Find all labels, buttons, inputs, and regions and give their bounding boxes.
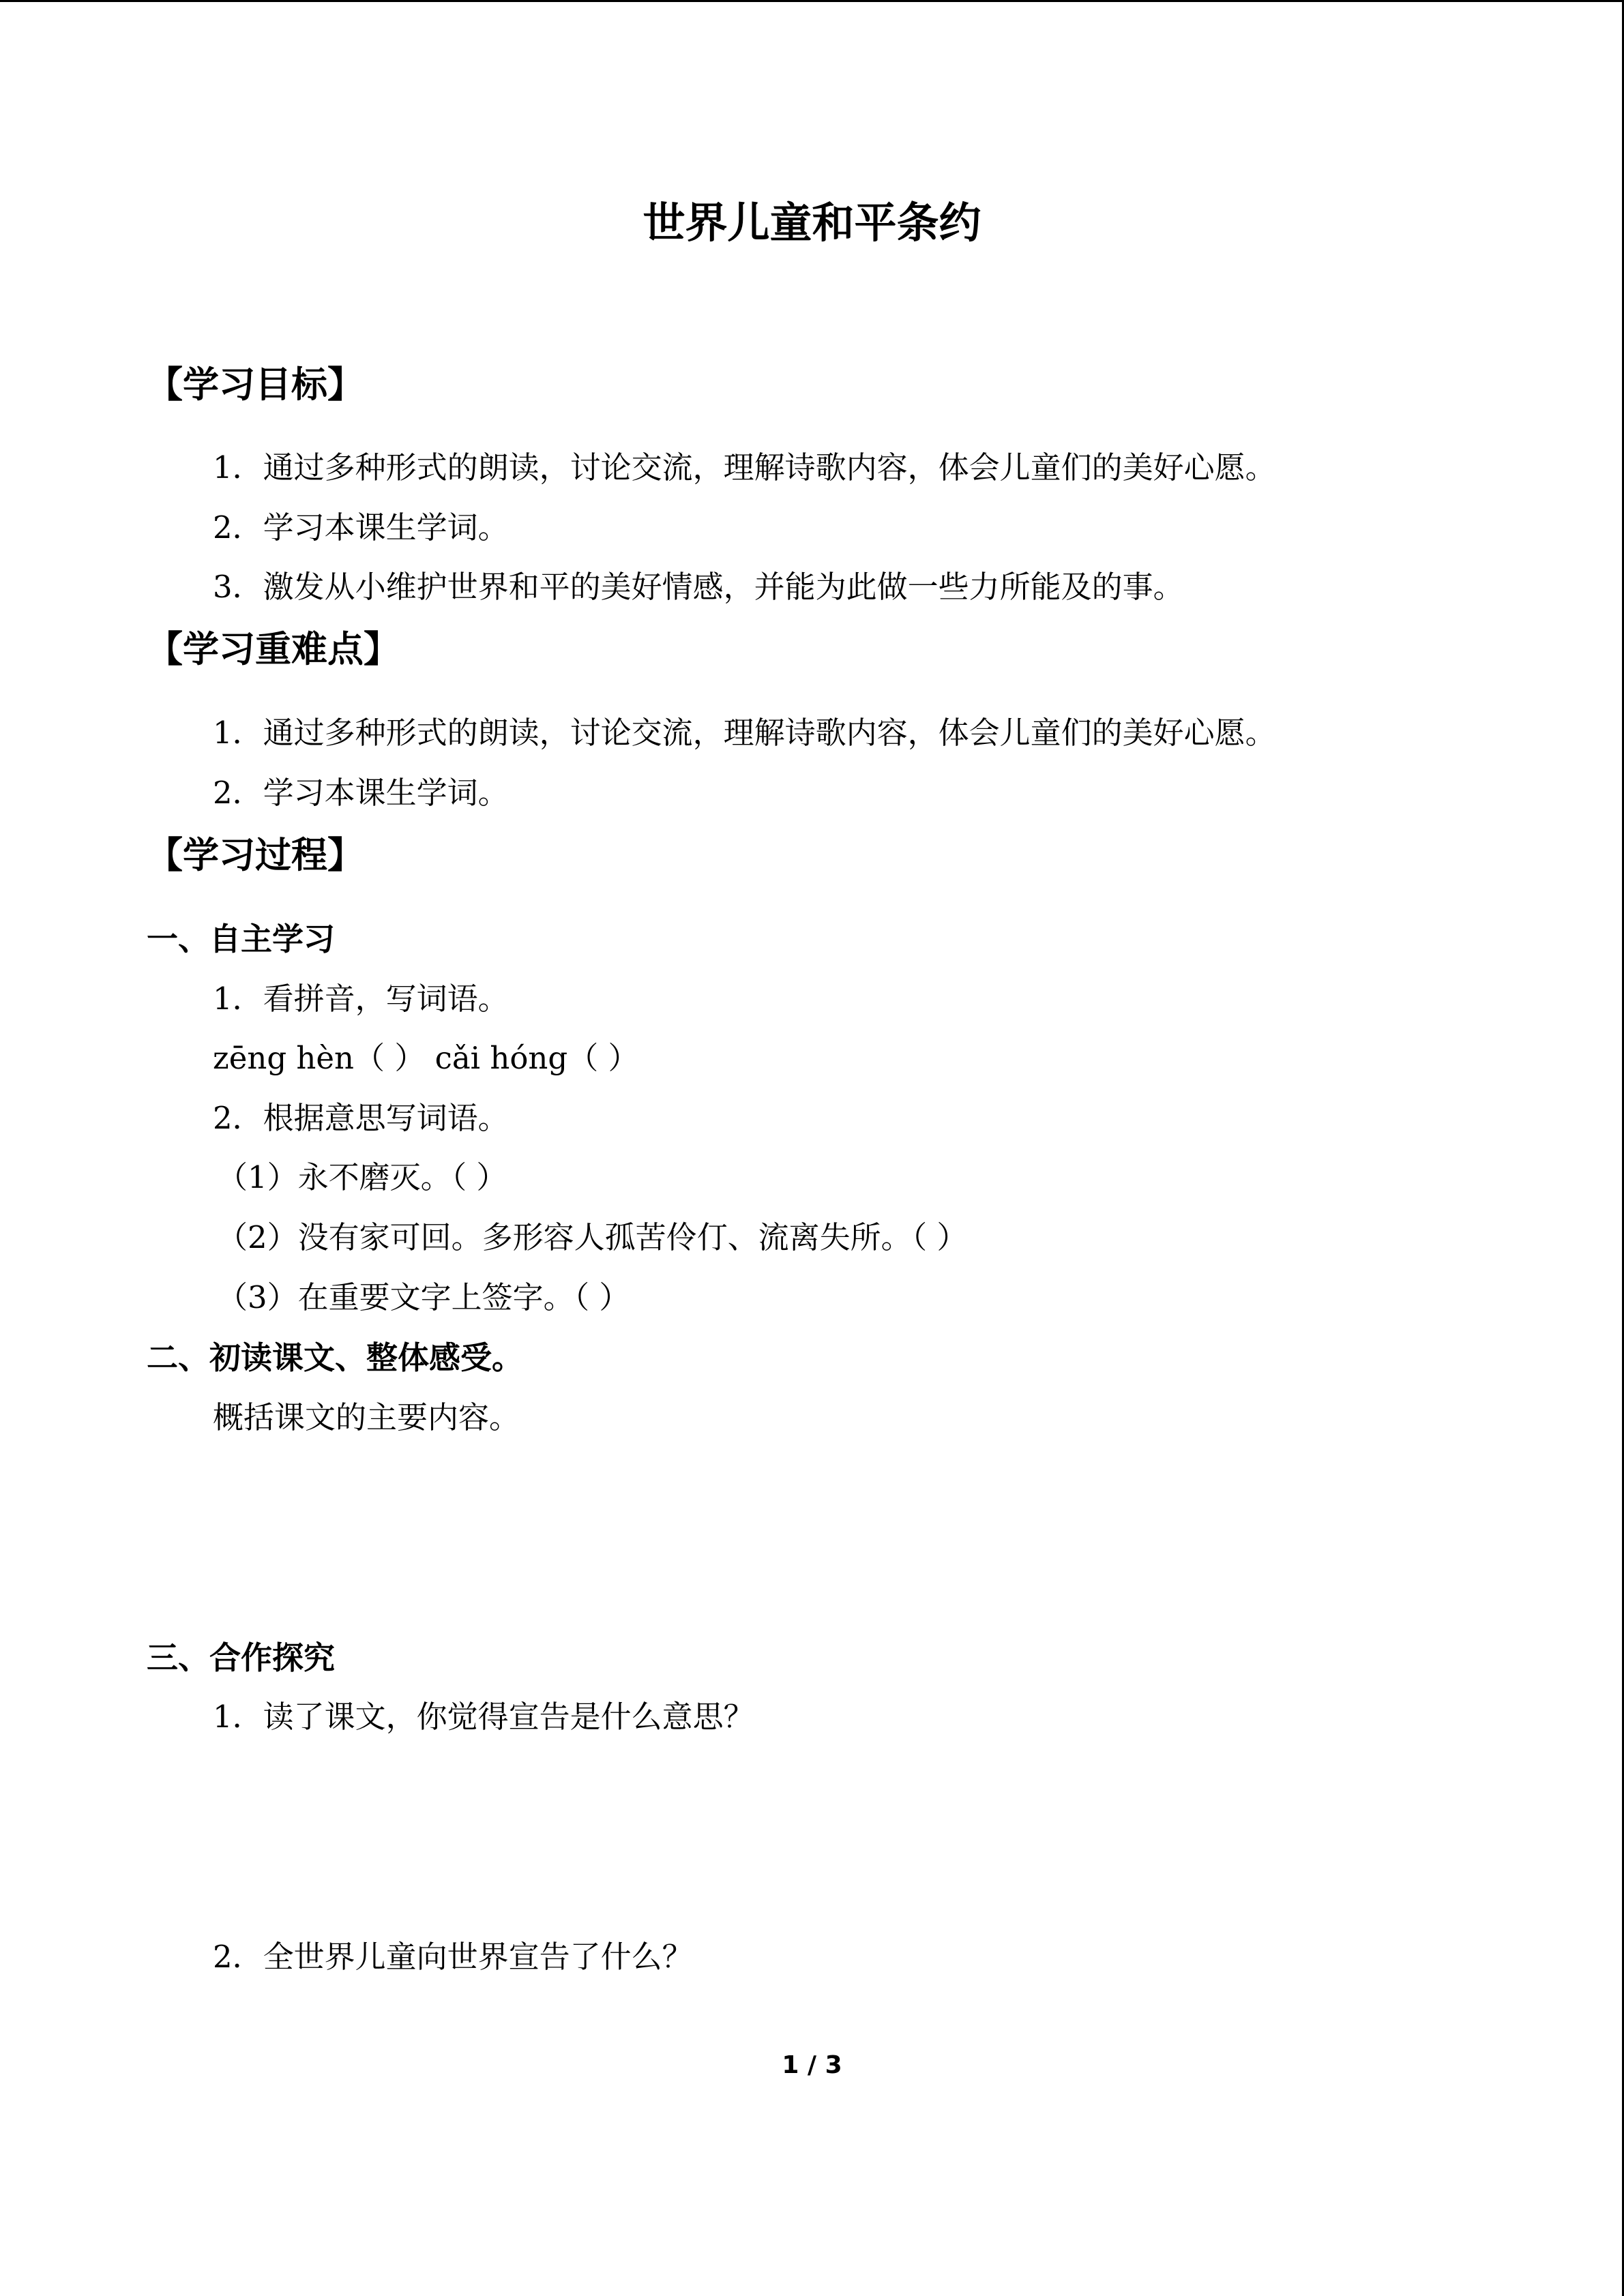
part1-heading: 一、自主学习 [147,921,335,957]
page-border-top [0,0,1624,2]
process-heading: 【学习过程】 [147,834,364,876]
part2-prompt: 概括课文的主要内容。 [213,1399,520,1435]
key-points-item-2: 2．学习本课生学词。 [213,775,509,811]
part1-question-1: 1．看拼音，写词语。 [213,981,509,1017]
page-title: 世界儿童和平条约 [643,198,981,248]
part1-q2-item-3: （3）在重要文字上签字。（ ） [217,1279,630,1315]
objectives-item-3: 3．激发从小维护世界和平的美好情感，并能为此做一些力所能及的事。 [213,569,1184,605]
objectives-heading: 【学习目标】 [147,363,364,406]
part1-q2-item-1: （1）永不磨灭。（ ） [217,1159,507,1195]
part1-q2-item-2: （2）没有家可回。多形容人孤苦伶仃、流离失所。（ ） [217,1219,968,1255]
part1-question-2: 2．根据意思写词语。 [213,1100,509,1136]
pinyin-fill-line: zēng hèn（ ） cǎi hóng（ ） [213,1040,639,1076]
part2-heading: 二、初读课文、整体感受。 [147,1339,523,1376]
objectives-item-1: 1．通过多种形式的朗读，讨论交流，理解诗歌内容，体会儿童们的美好心愿。 [213,449,1276,486]
part3-question-1: 1．读了课文，你觉得宣告是什么意思？ [213,1699,754,1735]
part3-heading: 三、合作探究 [147,1639,335,1676]
key-points-heading: 【学习重难点】 [147,628,400,670]
key-points-item-1: 1．通过多种形式的朗读，讨论交流，理解诗歌内容，体会儿童们的美好心愿。 [213,715,1276,751]
part3-question-2: 2．全世界儿童向世界宣告了什么？ [213,1939,693,1975]
page-indicator: 1 / 3 [782,2051,842,2079]
objectives-item-2: 2．学习本课生学词。 [213,509,509,546]
